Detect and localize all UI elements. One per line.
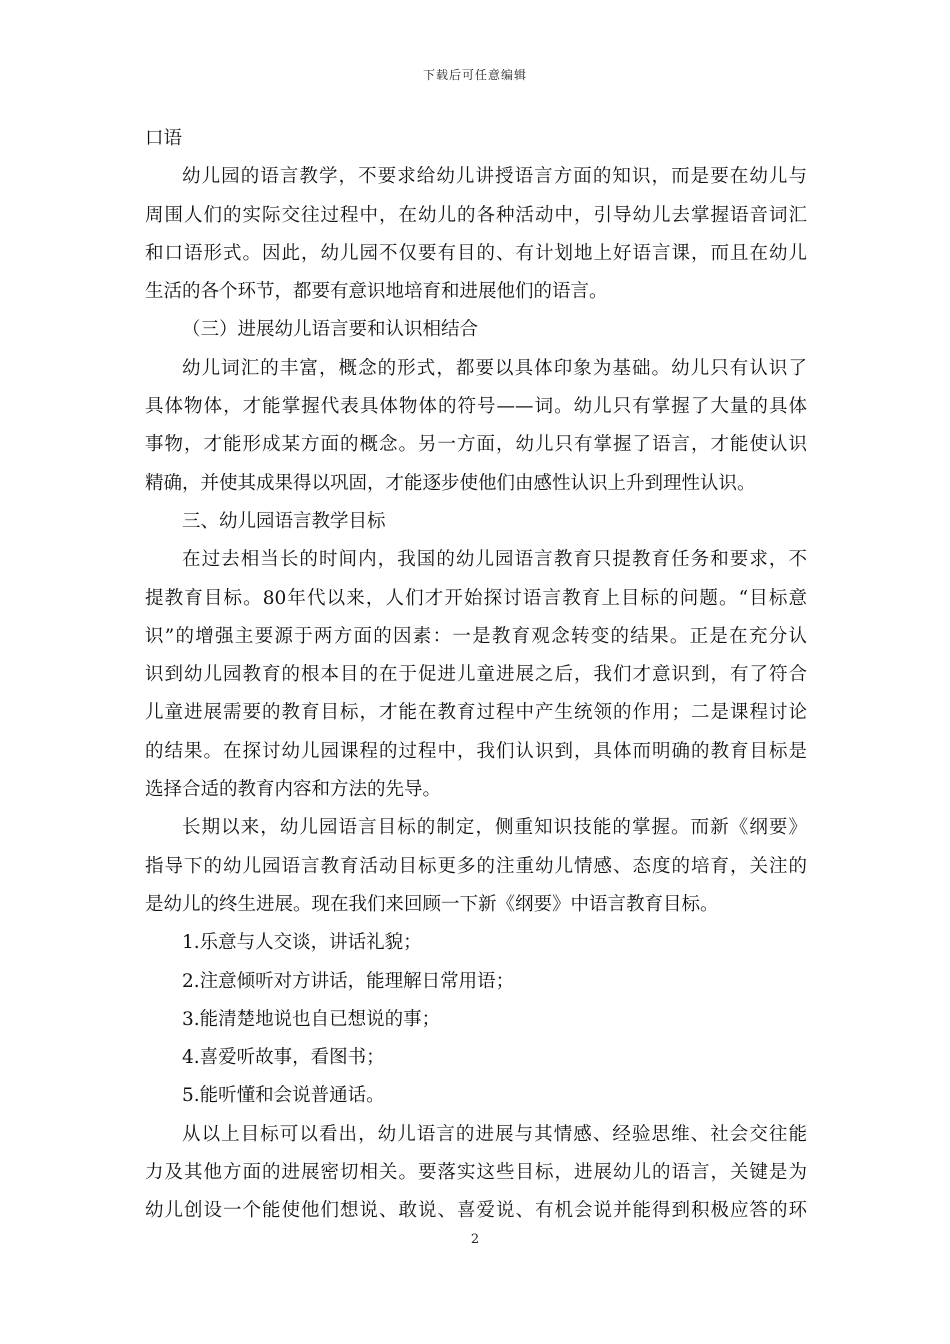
text-line: 5.能听懂和会说普通话。 (182, 1085, 385, 1107)
text-line: 周围人们的实际交往过程中，在幼儿的各种活动中，引导幼儿去掌握语音词汇 (145, 204, 807, 226)
text-line: 事物，才能形成某方面的概念。另一方面，幼儿只有掌握了语言，才能使认识 (145, 434, 807, 456)
text-line: 的结果。在探讨幼儿园课程的过程中，我们认识到，具体而明确的教育目标是 (145, 740, 807, 762)
text-line: 3.能清楚地说也自已想说的事； (182, 1008, 441, 1030)
text-line: 识”的增强主要源于两方面的因素：一是教育观念转变的结果。正是在充分认 (145, 625, 807, 647)
text-line: 儿童进展需要的教育目标，才能在教育过程中产生统领的作用；二是课程讨论 (145, 702, 807, 724)
text-line: 指导下的幼儿园语言教育活动目标更多的注重幼儿情感、态度的培育，关注的 (145, 855, 807, 877)
text-line: 在过去相当长的时间内，我国的幼儿园语言教育只提教育任务和要求，不 (182, 549, 807, 571)
text-line: 1.乐意与人交谈，讲话礼貌； (182, 932, 422, 954)
text-line: 生活的各个环节，都要有意识地培育和进展他们的语言。 (145, 281, 608, 303)
text-line: 幼儿创设一个能使他们想说、敢说、喜爱说、有机会说并能得到积极应答的环 (145, 1200, 807, 1222)
text-line: 识到幼儿园教育的根本目的在于促进儿童进展之后，我们才意识到，有了符合 (145, 664, 807, 686)
page-header: 下载后可任意编辑 (422, 68, 527, 82)
text-line: 是幼儿的终生进展。现在我们来回顾一下新《纲要》中语言教育目标。 (145, 893, 719, 915)
text-line: 幼儿园的语言教学，不要求给幼儿讲授语言方面的知识，而是要在幼儿与 (182, 166, 807, 188)
text-line: 力及其他方面的进展密切相关。要落实这些目标，进展幼儿的语言，关键是为 (145, 1162, 807, 1184)
text-line: （三）进展幼儿语言要和认识相结合 (182, 319, 479, 341)
text-line: 4.喜爱听故事，看图书； (182, 1047, 385, 1069)
text-line: 口语 (145, 128, 183, 149)
text-line: 选择合适的教育内容和方法的先导。 (145, 779, 442, 801)
text-line: 和口语形式。因此，幼儿园不仅要有目的、有计划地上好语言课，而且在幼儿 (145, 242, 807, 264)
page-number: 2 (470, 1232, 480, 1247)
text-line: 提教育目标。80年代以来，人们才开始探讨语言教育上目标的问题。“目标意 (145, 587, 807, 609)
text-line: 2.注意倾听对方讲话，能理解日常用语； (182, 970, 515, 992)
text-line: 具体物体，才能掌握代表具体物体的符号——词。幼儿只有掌握了大量的具体 (145, 396, 807, 418)
text-line: 精确，并使其成果得以巩固，才能逐步使他们由感性认识上升到理性认识。 (145, 472, 756, 494)
text-line: 幼儿词汇的丰富，概念的形式，都要以具体印象为基础。幼儿只有认识了 (182, 357, 807, 379)
text-line: 三、幼儿园语言教学目标 (182, 510, 386, 532)
text-line: 从以上目标可以看出，幼儿语言的进展与其情感、经验思维、社会交往能 (182, 1123, 807, 1145)
document-body (145, 120, 807, 1231)
text-line: 长期以来，幼儿园语言目标的制定，侧重知识技能的掌握。而新《纲要》 (182, 817, 807, 839)
